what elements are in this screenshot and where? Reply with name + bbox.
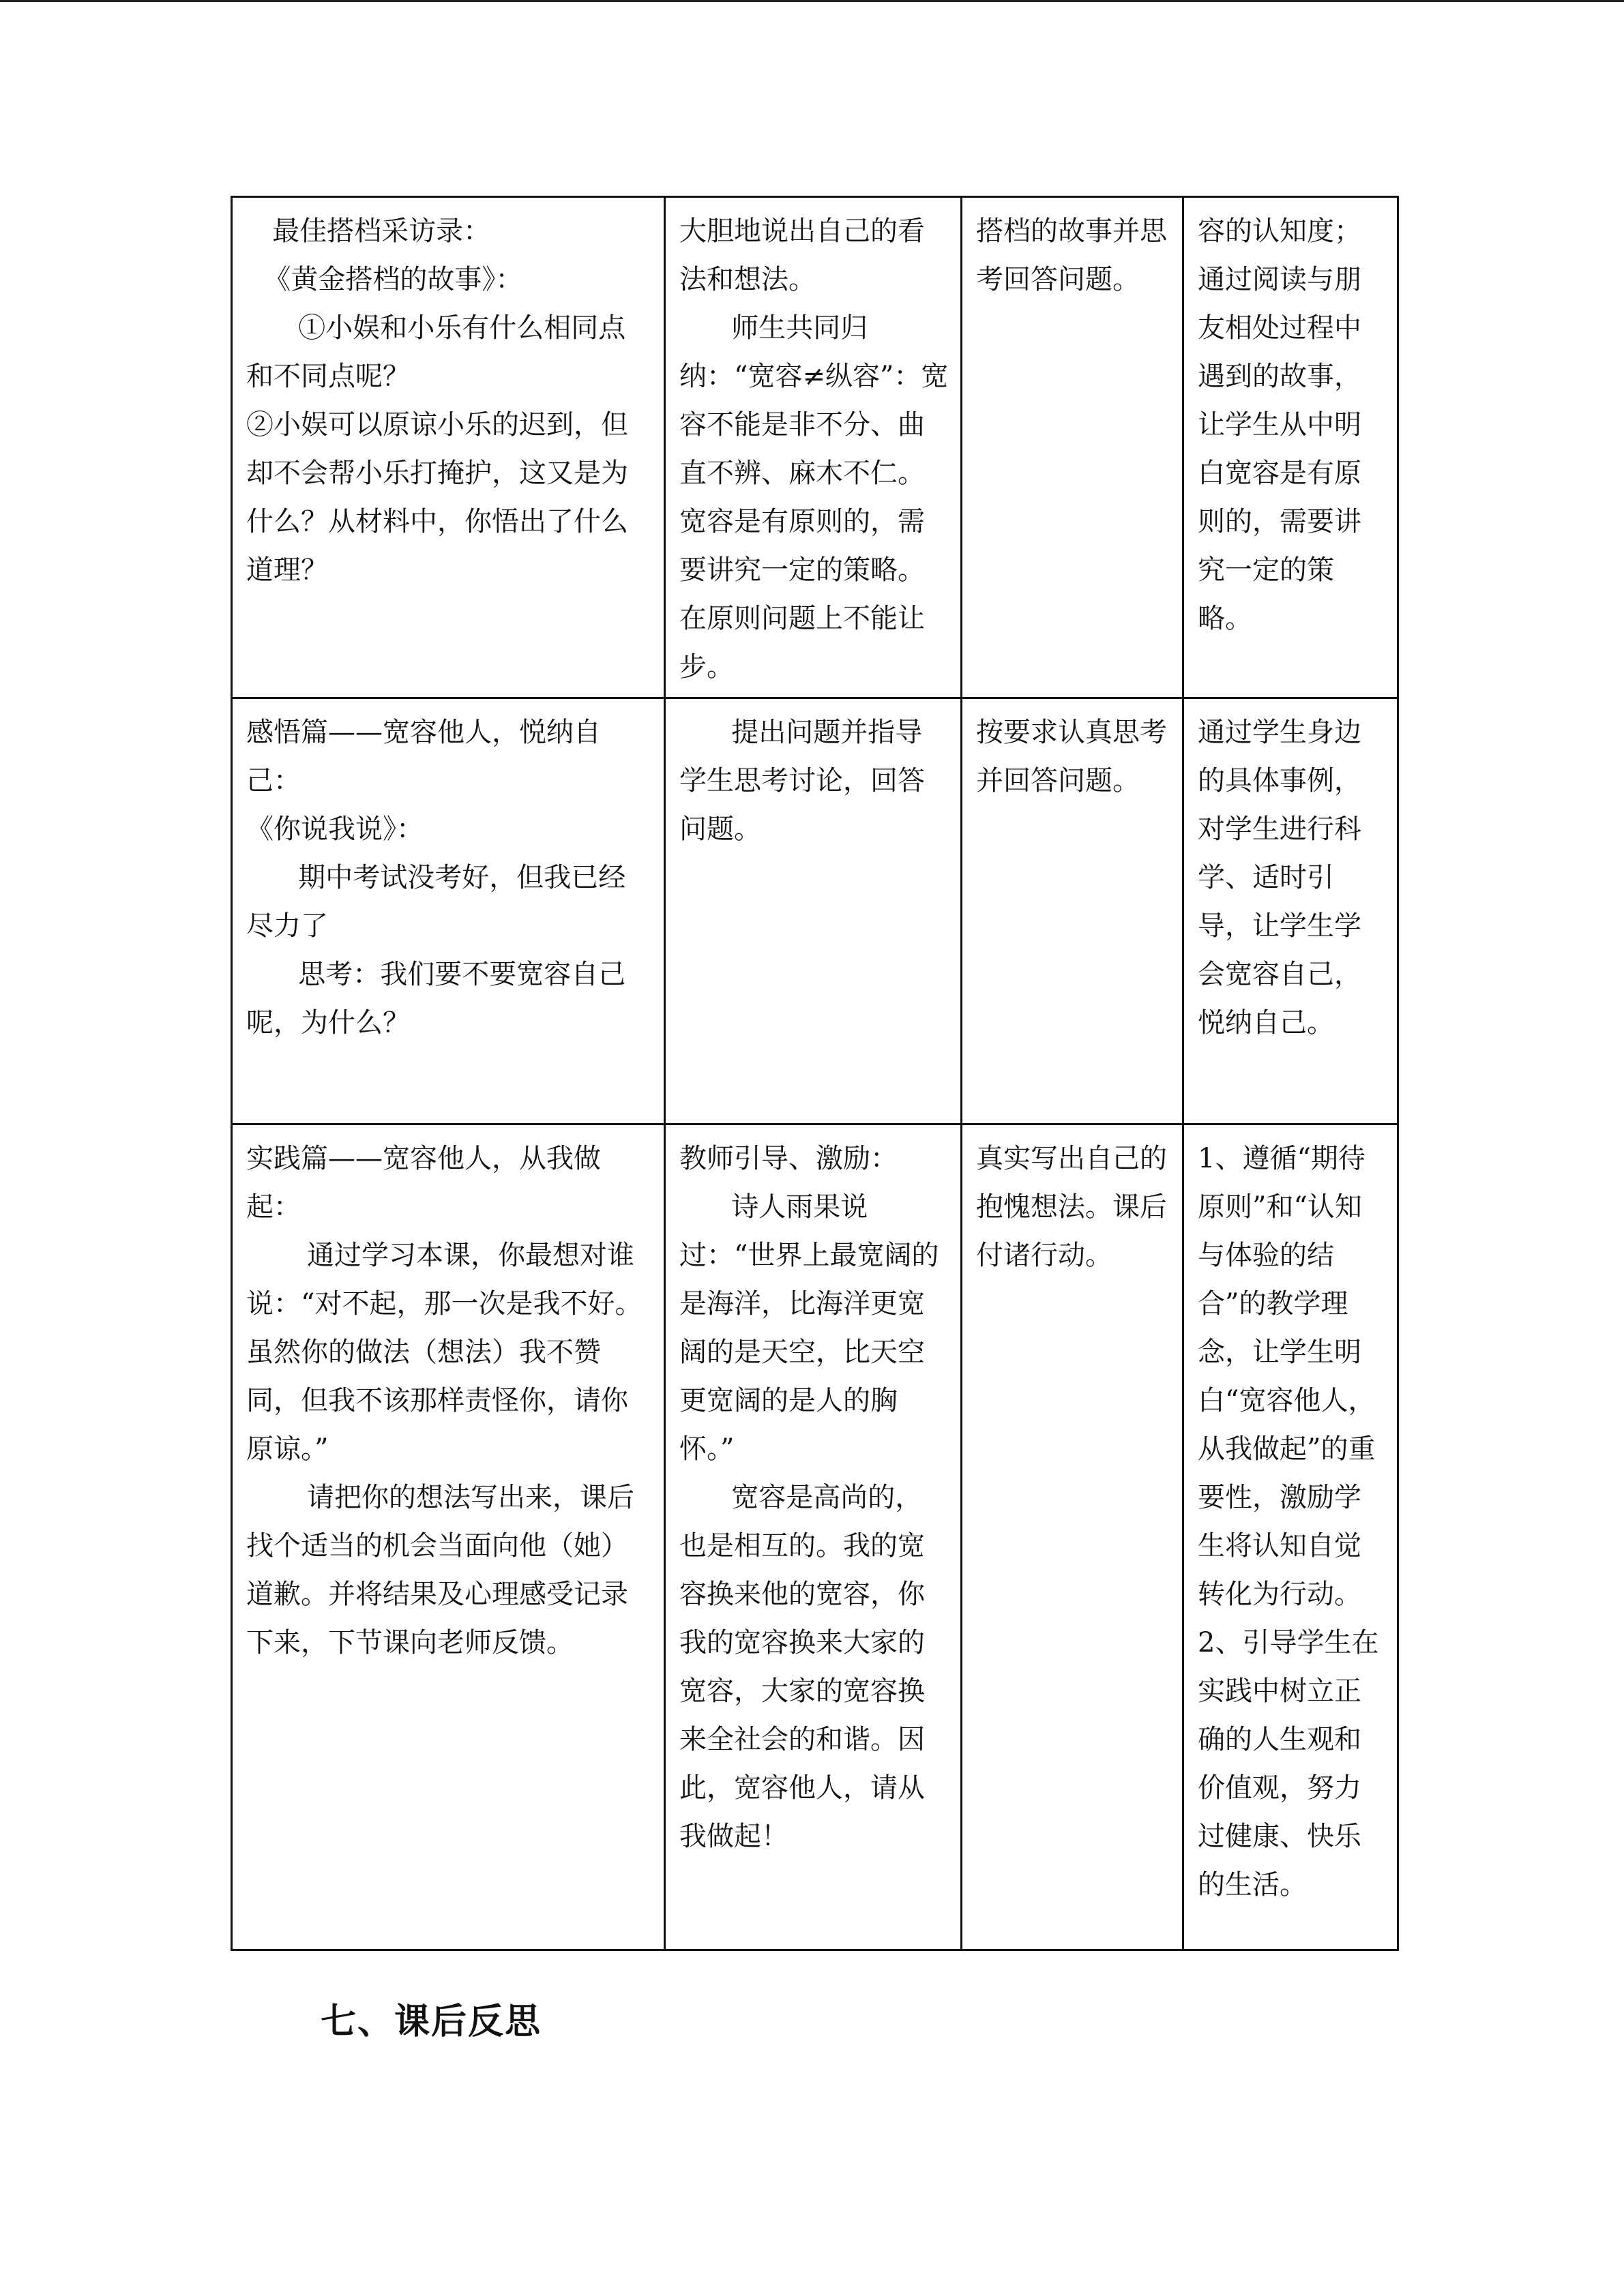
cell-paragraph: 1、遵循“期待原则”和“认知与体验的结合”的教学理念，让学生明白“宽容他人，从我做起”的重要性，激励学生将认知自觉转化为行动。	[1198, 1143, 1376, 1610]
cell-paragraph: 宽容是高尚的，也是相互的。我的宽容换来他的宽容，你我的宽容换来大家的宽容，大家的宽容换来全社会的和谐。因此，宽容他人，请从我做起！	[679, 1482, 925, 1852]
section-heading: 七、课后反思	[321, 2001, 542, 2042]
cell-paragraph: 通过学生身边的具体事例，对学生进行科学、适时引导，让学生学会宽容自己，悦纳自己。	[1198, 717, 1361, 1039]
cell-paragraph: 容的认知度；通过阅读与朋友相处过程中遇到的故事，让学生从中明白宽容是有原则的，需要讲究一定的策略。	[1198, 215, 1361, 634]
table-row	[232, 698, 1398, 1124]
table-cell	[1183, 197, 1398, 698]
table-cell	[1183, 1124, 1398, 1950]
cell-paragraph: 师生共同归纳：“宽容≠纵容”：宽容不能是非不分、曲直不辨、麻木不仁。宽容是有原则的，需要讲究一定的策略。在原则问题上不能让步。	[679, 312, 949, 683]
cell-paragraph: 搭档的故事并思考回答问题。	[976, 215, 1167, 295]
cell-paragraph: 大胆地说出自己的看法和想法。	[679, 215, 925, 295]
table-cell	[665, 1124, 962, 1950]
cell-paragraph: 按要求认真思考并回答问题。	[976, 717, 1167, 796]
table-cell	[665, 698, 962, 1124]
cell-paragraph: 请把你的想法写出来，课后找个适当的机会当面向他（她）道歉。并将结果及心理感受记录下来，下节课向老师反馈。	[246, 1482, 635, 1658]
cell-paragraph: ②小娱可以原谅小乐的迟到，但却不会帮小乐打掩护，这又是为什么？从材料中，你悟出了什么道理？	[246, 409, 628, 586]
table-row	[232, 1124, 1398, 1950]
table-cell	[665, 197, 962, 698]
table-cell	[232, 197, 665, 698]
cell-paragraph: 通过学习本课，你最想对谁说：“对不起，那一次是我不好。虽然你的做法（想法）我不赞同，但我不该那样责怪你，请你原谅。”	[246, 1240, 643, 1465]
table-cell	[232, 1124, 665, 1950]
table-cell	[962, 1124, 1183, 1950]
table-row	[232, 197, 1398, 698]
table-cell	[232, 698, 665, 1124]
table-cell	[962, 197, 1183, 698]
cell-paragraph: 《你说我说》：	[246, 814, 424, 845]
cell-paragraph: 诗人雨果说过：“世界上最宽阔的是海洋，比海洋更宽阔的是天空，比天空更宽阔的是人的胸怀。”	[679, 1191, 939, 1465]
table-cell	[1183, 698, 1398, 1124]
cell-paragraph: 期中考试没考好，但我已经尽力了	[246, 862, 626, 942]
cell-paragraph: ①小娱和小乐有什么相同点和不同点呢？	[246, 312, 626, 392]
cell-paragraph: 感悟篇——宽容他人，悦纳自己：	[246, 717, 601, 796]
lesson-plan-table	[231, 196, 1399, 1951]
cell-paragraph: 提出问题并指导学生思考讨论，回答问题。	[679, 717, 925, 845]
cell-paragraph: 2、引导学生在实践中树立正确的人生观和价值观，努力过健康、快乐的生活。	[1198, 1627, 1379, 1900]
cell-paragraph: 实践篇——宽容他人，从我做起：	[246, 1143, 601, 1223]
cell-paragraph: 真实写出自己的抱愧想法。课后付诸行动。	[976, 1143, 1167, 1271]
cell-paragraph: 思考：我们要不要宽容自己呢，为什么？	[246, 959, 626, 1039]
cell-paragraph: 《黄金搭档的故事》：	[246, 264, 523, 295]
cell-paragraph: 最佳搭档采访录：	[246, 215, 491, 247]
page-top-border	[0, 0, 1624, 2]
cell-paragraph: 教师引导、激励：	[679, 1143, 898, 1174]
table-cell	[962, 698, 1183, 1124]
